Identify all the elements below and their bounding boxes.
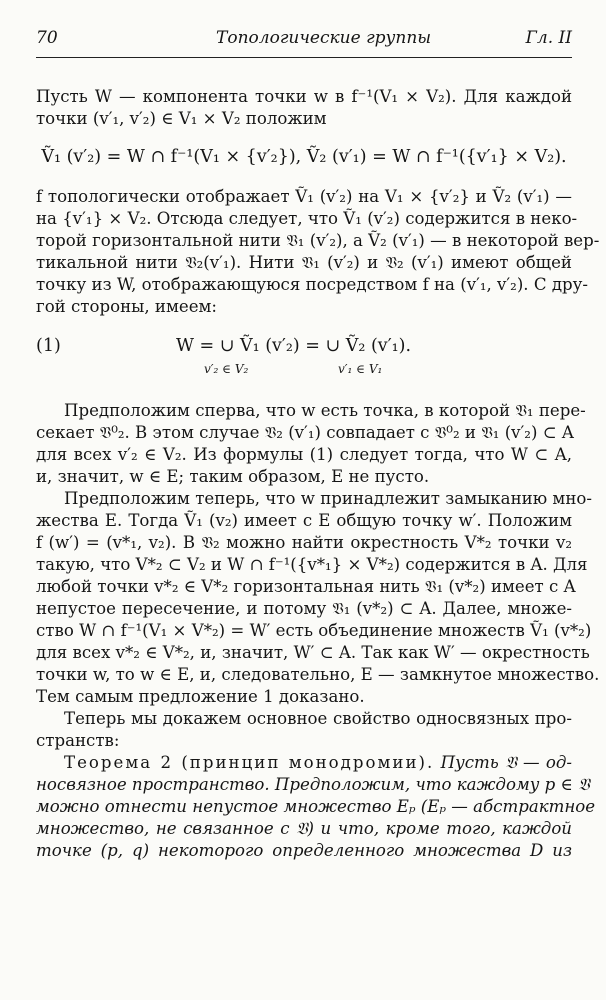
text-line: можно отнести непустое множество Eₚ (Eₚ — абстрактное bbox=[36, 797, 596, 816]
theorem-2 bbox=[36, 752, 596, 862]
text-line: точки (v′₁, v′₂) ∈ V₁ × V₂ положим bbox=[36, 109, 327, 128]
paragraph-4 bbox=[36, 488, 600, 708]
chapter-label: Гл. II bbox=[525, 28, 572, 48]
text-line: f (w′) = (v*₁, v₂). В 𝔙₂ можно найти окрестность V*₂ точки v₂ bbox=[36, 533, 572, 552]
text-line: тикальной нити 𝔙₂(v′₁). Нити 𝔙₁ (v′₂) и 𝔙₂ (v′₁) имеют общей bbox=[36, 253, 572, 272]
paragraph-5 bbox=[36, 708, 572, 752]
text-line: жества E. Тогда Ṽ₁ (v₂) имеет с E общую точку w′. Положим bbox=[36, 511, 572, 530]
text-line: для всех v′₂ ∈ V₂. Из формулы (1) следует тогда, что W ⊂ A, bbox=[36, 445, 572, 464]
paragraph-2 bbox=[36, 186, 600, 318]
equation-body: W = ∪ Ṽ₁ (v′₂) = ∪ Ṽ₂ (v′₁). bbox=[176, 336, 412, 356]
text-line: Предположим сперва, что w есть точка, в которой 𝔙₁ пере- bbox=[64, 401, 586, 420]
header-rule bbox=[36, 57, 572, 58]
text-line: такую, что V*₂ ⊂ V₂ и W ∩ f⁻¹({v*₁} × V*₂) содержится в A. Для bbox=[36, 555, 588, 574]
text-line: Пусть W — компонента точки w в f⁻¹(V₁ × V₂). Для каждой bbox=[36, 87, 572, 106]
paragraph-1 bbox=[36, 86, 572, 130]
text-line: Предположим теперь, что w принадлежит замыканию мно- bbox=[64, 489, 592, 508]
text-line: Тем самым предложение 1 доказано. bbox=[36, 687, 365, 706]
text-line: секает 𝔙⁰₂. В этом случае 𝔙₂ (v′₁) совпадает с 𝔙⁰₂ и 𝔙₁ (v′₂) ⊂ A bbox=[36, 423, 574, 442]
running-title: Топологические группы bbox=[216, 28, 432, 48]
union-subscript: v′₁ ∈ V₁ bbox=[338, 362, 383, 376]
text-line: Теперь мы докажем основное свойство односвязных про- bbox=[64, 709, 572, 728]
text-line: и, значит, w ∈ E; таким образом, E не пусто. bbox=[36, 467, 430, 486]
display-formula: Ṽ₁ (v′₂) = W ∩ f⁻¹(V₁ × {v′₂}), Ṽ₂ (v′₁) = W ∩ f⁻¹({v′₁} × V₂). bbox=[41, 147, 567, 167]
page-number: 70 bbox=[36, 28, 58, 48]
running-header bbox=[36, 28, 572, 54]
union-subscript: v′₂ ∈ V₂ bbox=[204, 362, 249, 376]
text-line: f топологически отображает Ṽ₁ (v′₂) на V₁ × {v′₂} и Ṽ₂ (v′₁) — bbox=[36, 187, 572, 206]
paragraph-3 bbox=[36, 400, 586, 488]
text-line: ство W ∩ f⁻¹(V₁ × V*₂) = W′ есть объединение множеств Ṽ₁ (v*₂) bbox=[36, 621, 592, 640]
text-line: точке (p, q) некоторого определенного множества D из bbox=[36, 841, 572, 860]
text-line: множество, не связанное с 𝔙) и что, кроме того, каждой bbox=[36, 819, 572, 838]
text-line bbox=[36, 752, 572, 774]
text-line: точку из W, отображающуюся посредством f на (v′₁, v′₂). С дру- bbox=[36, 275, 589, 294]
text-line: странств: bbox=[36, 731, 120, 750]
page-body bbox=[36, 86, 600, 862]
text-line: на {v′₁} × V₂. Отсюда следует, что Ṽ₁ (v′₂) содержится в неко- bbox=[36, 209, 578, 228]
text-line: непустое пересечение, и потому 𝔙₁ (v*₂) ⊂ A. Далее, множе- bbox=[36, 599, 572, 618]
theorem-text: Пусть 𝔙 — од- bbox=[434, 753, 573, 772]
text-line: торой горизонтальной нити 𝔙₁ (v′₂), а Ṽ₂ (v′₁) — в некоторой вер- bbox=[36, 231, 600, 250]
text-line: гой стороны, имеем: bbox=[36, 297, 218, 316]
text-line: точки w, то w ∈ E, и, следовательно, E — замкнутое множество. bbox=[36, 665, 600, 684]
text-line: любой точки v*₂ ∈ V*₂ горизонтальная нить 𝔙₁ (v*₂) имеет с A bbox=[36, 577, 576, 596]
text-line: для всех v*₂ ∈ V*₂, и, значит, W′ ⊂ A. Так как W′ — окрестность bbox=[36, 643, 590, 662]
equation-1 bbox=[36, 332, 572, 376]
equation-number: (1) bbox=[36, 336, 61, 356]
text-line: носвязное пространство. Предположим, что каждому p ∈ 𝔙 bbox=[36, 775, 590, 794]
theorem-label: Теорема 2 (принцип монодромии). bbox=[64, 753, 435, 772]
